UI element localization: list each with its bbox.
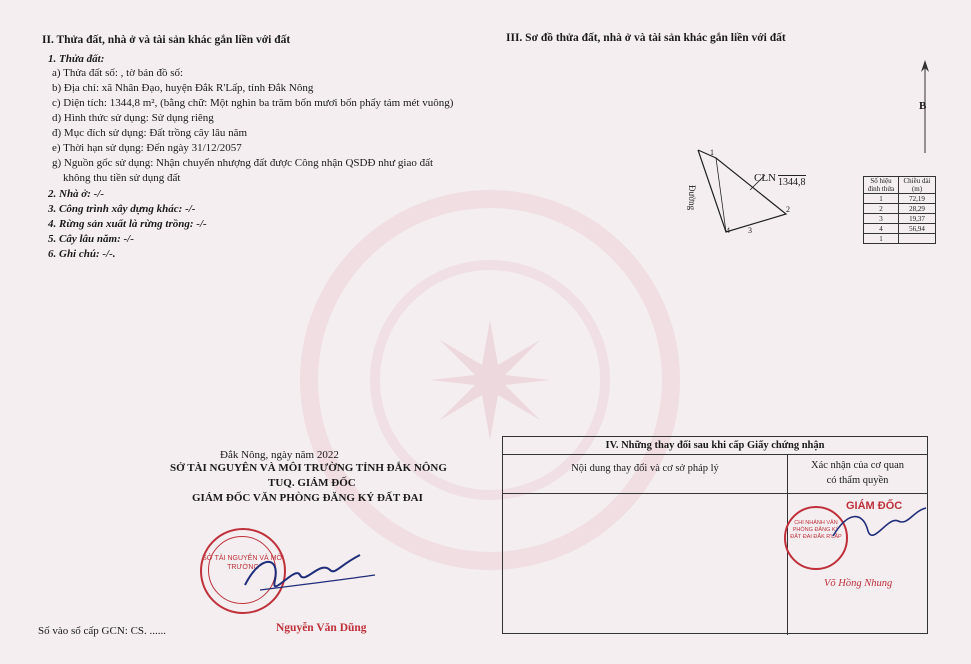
- parcel-diagram: [690, 140, 810, 240]
- section-iii-title: III. Sơ đồ thửa đất, nhà ở và tài sản khác gắn liền với đất: [506, 32, 786, 44]
- background-star-icon: [430, 320, 550, 440]
- parcel-type-label: CLN: [754, 172, 776, 184]
- table-row: 2 28,29: [864, 204, 936, 214]
- usage-term: e) Thời hạn sử dụng: Đến ngày 31/12/2057: [52, 142, 242, 154]
- table-row: 3 19,37: [864, 214, 936, 224]
- usage-purpose: đ) Mục đích sử dụng: Đất trồng cây lâu năm: [52, 127, 248, 139]
- changes-col-confirm: Xác nhận của cơ quan có thẩm quyền: [810, 460, 904, 486]
- branch-seal: CHI NHÁNH VĂN PHÒNG ĐĂNG KÝ ĐẤT ĐAI ĐẮK R'LẤP: [784, 506, 848, 570]
- table-header-length: Chiều dài (m): [899, 177, 936, 194]
- parcel-area-label: 1344,8: [778, 177, 806, 188]
- branch-director-title: GIÁM ĐỐC: [846, 500, 903, 512]
- area: c) Diện tích: 1344,8 m², (bằng chữ: Một nghìn ba trăm bốn mươi bốn phẩy tám mét vuông): [52, 97, 454, 109]
- parcel-number: a) Thửa đất số: , tờ bản đồ số:: [52, 67, 184, 79]
- construction-item: 3. Công trình xây dựng khác: -/-: [48, 203, 196, 215]
- director-signature: [240, 545, 380, 605]
- vertex-3: 3: [748, 226, 752, 235]
- branch-signer-name: Võ Hồng Nhung: [824, 578, 893, 589]
- table-header-vertex: Số hiệu đỉnh thửa: [864, 177, 899, 194]
- table-row: 1: [864, 234, 936, 244]
- register-number: Số vào sổ cấp GCN: CS. ......: [38, 625, 167, 637]
- table-row: 1 72,19: [864, 194, 936, 204]
- changes-title: IV. Những thay đổi sau khi cấp Giấy chứng nhận: [503, 437, 927, 455]
- branch-signature: [828, 506, 928, 546]
- house-item: 2. Nhà ở: -/-: [48, 188, 105, 200]
- issuing-org: SỞ TÀI NGUYÊN VÀ MÔI TRƯỜNG TỈNH ĐẮK NÔNG: [170, 462, 447, 474]
- office-director: GIÁM ĐỐC VĂN PHÒNG ĐĂNG KÝ ĐẤT ĐAI: [192, 492, 423, 504]
- signer-name: Nguyễn Văn Dũng: [276, 622, 367, 634]
- edge-length-table: [863, 176, 936, 244]
- vertex-1: 1: [710, 148, 714, 157]
- changes-col-content: Nội dung thay đổi và cơ sở pháp lý: [503, 455, 788, 493]
- usage-form: d) Hình thức sử dụng: Sử dụng riêng: [52, 112, 214, 124]
- address: b) Địa chỉ: xã Nhân Đạo, huyện Đắk R'Lấp, tỉnh Đắk Nông: [52, 82, 314, 94]
- note-item: 6. Ghi chú: -/-.: [48, 248, 116, 260]
- usage-origin: g) Nguồn gốc sử dụng: Nhận chuyển nhượng đất được Công nhận QSDĐ như giao đất: [52, 157, 434, 169]
- road-label: Đường: [687, 185, 697, 211]
- perennial-item: 5. Cây lâu năm: -/-: [48, 233, 134, 245]
- north-label: B: [919, 100, 927, 112]
- changes-content-cell: [503, 494, 788, 635]
- land-heading: 1. Thửa đất:: [48, 53, 105, 65]
- seal-text: SỞ TÀI NGUYÊN VÀ MÔI TRƯỜNG: [202, 555, 284, 571]
- place-date: Đắk Nông, ngày năm 2022: [220, 449, 339, 461]
- usage-origin-cont: không thu tiền sử dụng đất: [63, 172, 181, 184]
- changes-confirm-cell: [788, 494, 927, 635]
- table-row: 4 56,94: [864, 224, 936, 234]
- forest-item: 4. Rừng sản xuất là rừng trồng: -/-: [48, 218, 207, 230]
- vertex-4: 4: [726, 226, 730, 235]
- changes-table: [502, 436, 928, 634]
- tuq-director: TUQ. GIÁM ĐỐC: [268, 477, 356, 489]
- section-ii-title: II. Thửa đất, nhà ở và tài sản khác gắn liền với đất: [42, 34, 291, 46]
- vertex-2: 2: [786, 205, 790, 214]
